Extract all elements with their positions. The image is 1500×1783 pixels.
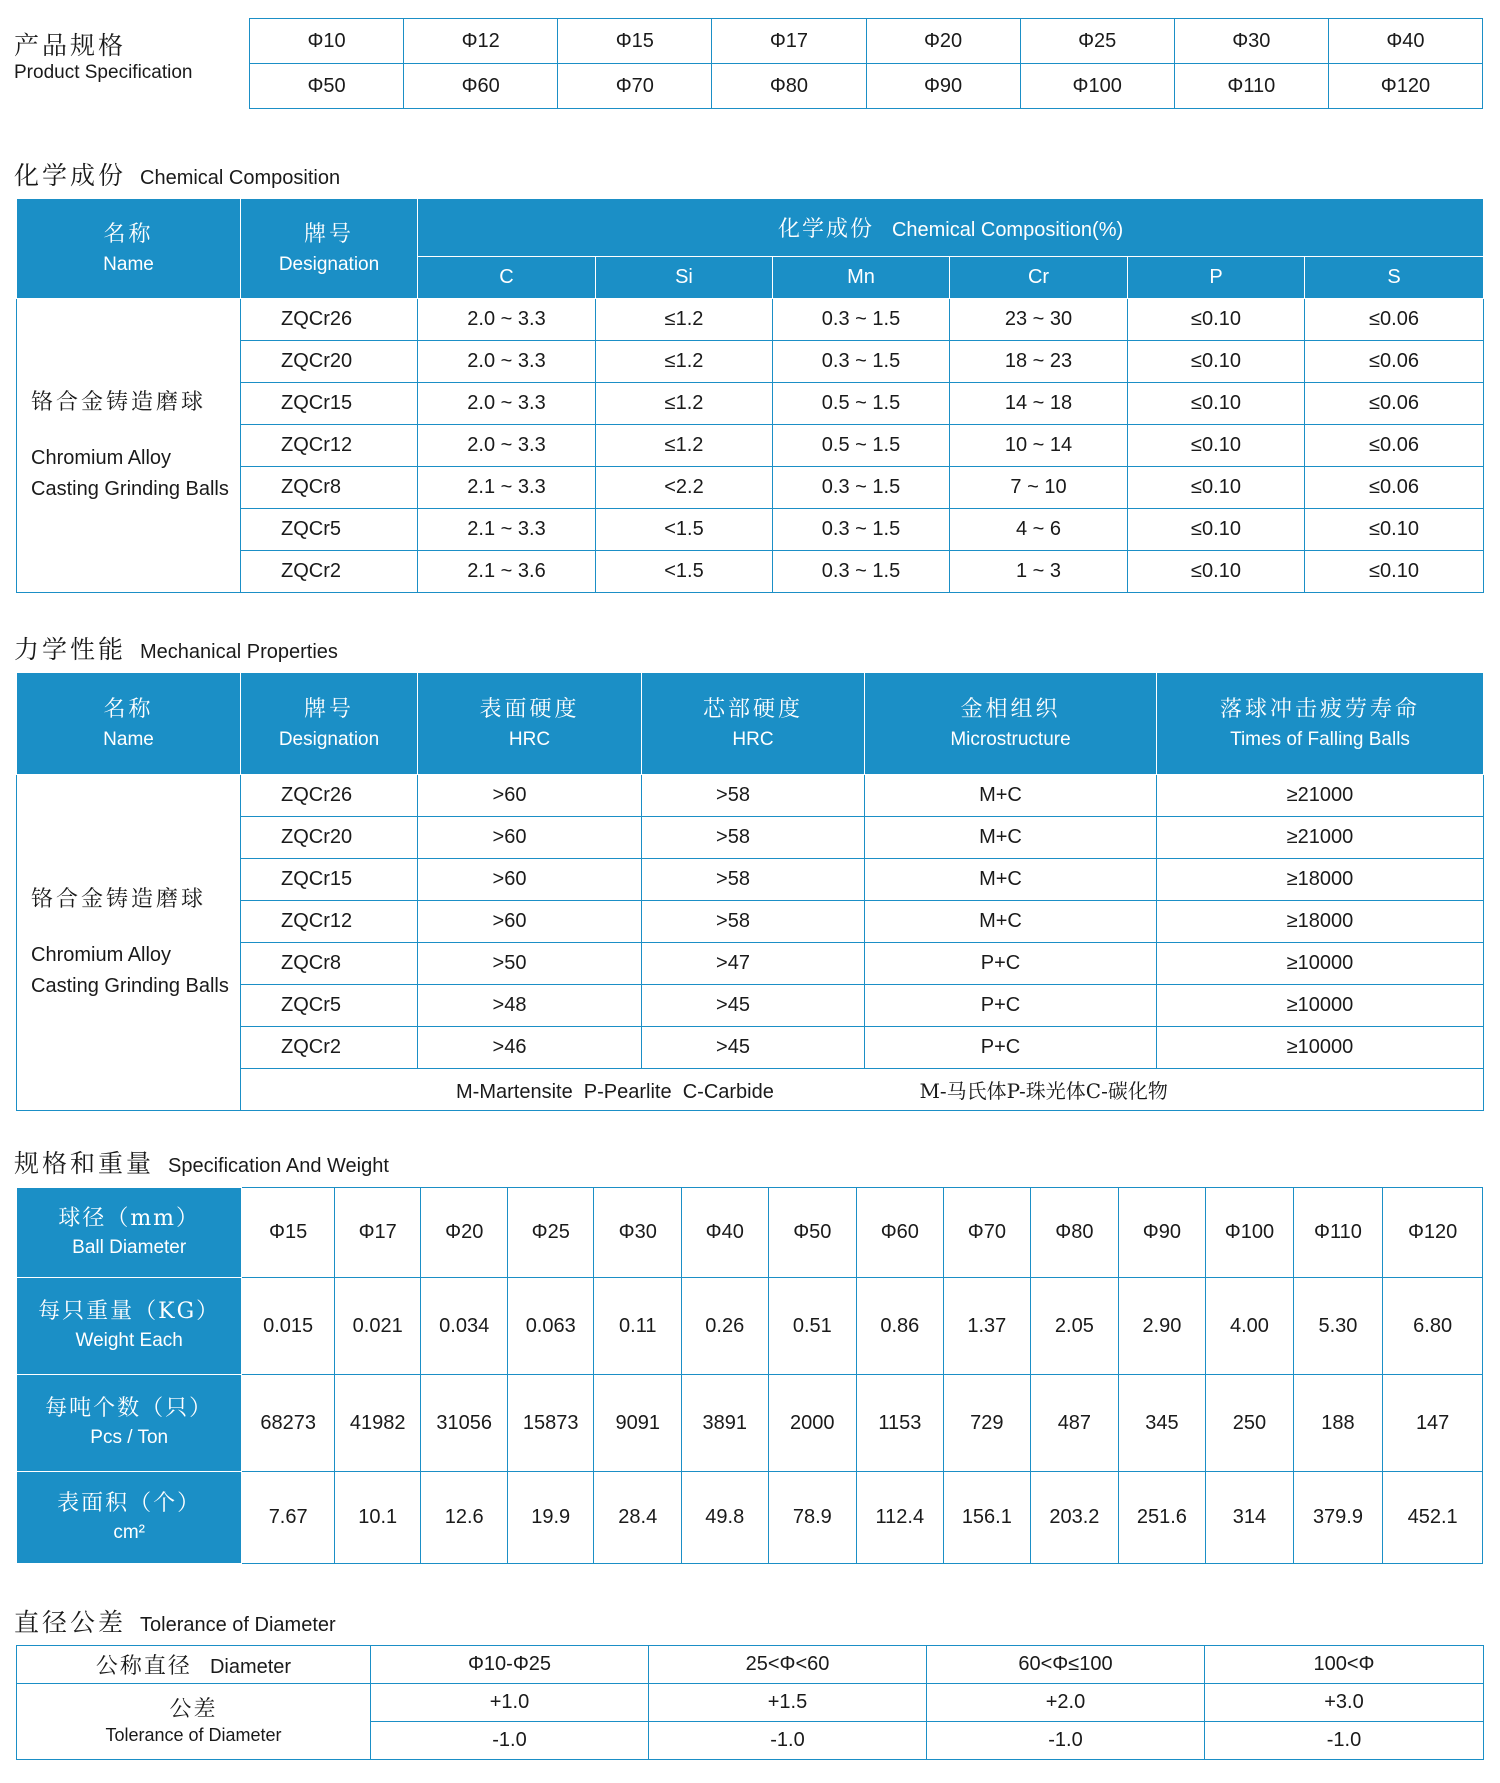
weight-cell: Φ120 (1383, 1188, 1483, 1278)
weight-table (16, 1187, 1483, 1564)
weight-cell: 49.8 (682, 1472, 769, 1564)
mech-table (16, 672, 1484, 1111)
weight-cell: 1.37 (943, 1278, 1031, 1375)
chem-cell: 1 ~ 3 (950, 551, 1128, 593)
weight-cell: Φ100 (1206, 1188, 1294, 1278)
spec-cell: Φ80 (712, 64, 866, 109)
mech-title (14, 630, 338, 666)
chem-cell: 2.1 ~ 3.3 (418, 467, 596, 509)
weight-cell: 0.034 (421, 1278, 508, 1375)
mech-cell: ≥10000 (1157, 985, 1484, 1027)
mech-cell: ≥18000 (1157, 901, 1484, 943)
chem-cell: ≤1.2 (596, 341, 773, 383)
chem-cell: ≤0.10 (1305, 551, 1484, 593)
weight-cell: 6.80 (1383, 1278, 1483, 1375)
weight-title-zh: 规格和重量 (14, 1149, 155, 1178)
spec-cell: Φ17 (712, 19, 866, 64)
spec-title-zh: 产品规格 (14, 31, 127, 60)
spec-cell: Φ30 (1174, 19, 1328, 64)
chem-cell: ZQCr2 (241, 551, 418, 593)
chem-cell: 0.5 ~ 1.5 (773, 425, 950, 467)
tol-title (14, 1603, 336, 1639)
weight-cell: 379.9 (1293, 1472, 1383, 1564)
chem-title (14, 156, 340, 192)
mech-legend (241, 1069, 1484, 1111)
mech-cell: >60 (418, 817, 642, 859)
mech-cell: P+C (865, 1027, 1157, 1069)
chem-cell: ≤0.10 (1128, 509, 1305, 551)
mech-cell: P+C (865, 943, 1157, 985)
chem-title-en: Chemical Composition (140, 167, 341, 189)
chem-cell: <2.2 (596, 467, 773, 509)
mech-cell: >60 (418, 859, 642, 901)
chem-cell: 0.5 ~ 1.5 (773, 383, 950, 425)
mech-cell: M+C (865, 859, 1157, 901)
weight-cell: 251.6 (1118, 1472, 1206, 1564)
tol-plus: +2.0 (927, 1684, 1205, 1722)
chem-cell: 2.1 ~ 3.6 (418, 551, 596, 593)
weight-cell: Φ50 (768, 1188, 857, 1278)
weight-cell: 2.90 (1118, 1278, 1206, 1375)
weight-cell: 487 (1031, 1375, 1119, 1472)
weight-title (14, 1144, 389, 1180)
chem-cell: <1.5 (596, 509, 773, 551)
weight-cell: 10.1 (334, 1472, 421, 1564)
chem-cell: 0.3 ~ 1.5 (773, 467, 950, 509)
chem-cell: ≤0.10 (1128, 341, 1305, 383)
chem-cell: ≤1.2 (596, 383, 773, 425)
chem-cell: 2.0 ~ 3.3 (418, 383, 596, 425)
tol-diameter-label: 公称直径 Diameter (17, 1646, 371, 1684)
weight-cell: 19.9 (507, 1472, 594, 1564)
chem-cell: 2.0 ~ 3.3 (418, 299, 596, 341)
spec-cell: Φ120 (1328, 64, 1482, 109)
mech-legend-en: M-Martensite P-Pearlite C-Carbide (456, 1081, 774, 1103)
mech-product-name: 铬合金铸造磨球 Chromium Alloy Casting Grinding Balls (17, 775, 241, 1111)
chem-title-zh: 化学成份 (14, 161, 127, 190)
chem-cell: 18 ~ 23 (950, 341, 1128, 383)
weight-cell: 2000 (768, 1375, 857, 1472)
chem-cell: ≤0.10 (1128, 467, 1305, 509)
chem-cell: 2.0 ~ 3.3 (418, 341, 596, 383)
mech-title-zh: 力学性能 (14, 635, 127, 664)
weight-cell: 0.021 (334, 1278, 421, 1375)
chem-header-element: C (418, 257, 596, 299)
weight-cell: Φ60 (857, 1188, 944, 1278)
chem-cell: ZQCr12 (241, 425, 418, 467)
chem-cell: 0.3 ~ 1.5 (773, 509, 950, 551)
mech-cell: ≥10000 (1157, 1027, 1484, 1069)
chem-cell: ZQCr15 (241, 383, 418, 425)
weight-row-label: 表面积（个） cm² (17, 1472, 242, 1564)
spec-cell: Φ110 (1174, 64, 1328, 109)
weight-row-label: 每吨个数（只） Pcs / Ton (17, 1375, 242, 1472)
weight-cell: 156.1 (943, 1472, 1031, 1564)
chem-cell: 7 ~ 10 (950, 467, 1128, 509)
mech-header-microstructure: 金相组织 Microstructure (865, 673, 1157, 775)
tol-minus: -1.0 (1205, 1722, 1484, 1760)
weight-title-en: Specification And Weight (168, 1155, 389, 1177)
spec-cell: Φ15 (558, 19, 712, 64)
mech-cell: >45 (642, 985, 865, 1027)
tol-minus: -1.0 (649, 1722, 927, 1760)
weight-cell: 0.51 (768, 1278, 857, 1375)
weight-cell: Φ20 (421, 1188, 508, 1278)
tol-range: 60<Φ≤100 (927, 1646, 1205, 1684)
weight-cell: 28.4 (594, 1472, 682, 1564)
weight-cell: 188 (1293, 1375, 1383, 1472)
chem-product-name: 铬合金铸造磨球 Chromium Alloy Casting Grinding Balls (17, 299, 241, 593)
mech-cell: >58 (642, 859, 865, 901)
chem-header-element: Si (596, 257, 773, 299)
weight-cell: Φ80 (1031, 1188, 1119, 1278)
mech-header-name: 名称 Name (17, 673, 241, 775)
weight-cell: Φ30 (594, 1188, 682, 1278)
weight-cell: 1153 (857, 1375, 944, 1472)
weight-cell: 7.67 (242, 1472, 335, 1564)
mech-cell: >47 (642, 943, 865, 985)
mech-cell: M+C (865, 901, 1157, 943)
spec-cell: Φ12 (404, 19, 558, 64)
chem-header-designation: 牌号 Designation (241, 199, 418, 299)
weight-cell: 203.2 (1031, 1472, 1119, 1564)
tol-minus: -1.0 (371, 1722, 649, 1760)
chem-cell: 10 ~ 14 (950, 425, 1128, 467)
mech-cell: >58 (642, 901, 865, 943)
weight-cell: 250 (1206, 1375, 1294, 1472)
tol-plus: +3.0 (1205, 1684, 1484, 1722)
mech-cell: >46 (418, 1027, 642, 1069)
mech-cell: >48 (418, 985, 642, 1027)
chem-cell: ≤0.06 (1305, 299, 1484, 341)
chem-cell: ≤0.10 (1128, 383, 1305, 425)
chem-cell: ≤0.06 (1305, 425, 1484, 467)
chem-cell: ZQCr26 (241, 299, 418, 341)
weight-cell: 31056 (421, 1375, 508, 1472)
weight-cell: Φ17 (334, 1188, 421, 1278)
mech-cell: ZQCr20 (241, 817, 418, 859)
mech-cell: ≥21000 (1157, 775, 1484, 817)
weight-cell: 0.015 (242, 1278, 335, 1375)
spec-cell: Φ25 (1020, 19, 1174, 64)
mech-cell: M+C (865, 817, 1157, 859)
mech-cell: ZQCr15 (241, 859, 418, 901)
weight-cell: 0.11 (594, 1278, 682, 1375)
mech-cell: >50 (418, 943, 642, 985)
mech-cell: P+C (865, 985, 1157, 1027)
weight-cell: 9091 (594, 1375, 682, 1472)
tol-range: Φ10-Φ25 (371, 1646, 649, 1684)
chem-cell: ZQCr5 (241, 509, 418, 551)
mech-header-designation: 牌号 Designation (241, 673, 418, 775)
mech-cell: ≥21000 (1157, 817, 1484, 859)
weight-cell: Φ110 (1293, 1188, 1383, 1278)
spec-cell: Φ10 (250, 19, 404, 64)
weight-cell: Φ25 (507, 1188, 594, 1278)
spec-cell: Φ20 (866, 19, 1020, 64)
spec-cell: Φ60 (404, 64, 558, 109)
chem-cell: ≤0.10 (1305, 509, 1484, 551)
weight-cell: Φ40 (682, 1188, 769, 1278)
tol-minus: -1.0 (927, 1722, 1205, 1760)
weight-cell: 3891 (682, 1375, 769, 1472)
chem-cell: ≤0.10 (1128, 551, 1305, 593)
weight-cell: 147 (1383, 1375, 1483, 1472)
weight-cell: 112.4 (857, 1472, 944, 1564)
tol-title-en: Tolerance of Diameter (140, 1614, 336, 1636)
mech-legend-zh: M-马氏体P-珠光体C-碳化物 (919, 1079, 1168, 1103)
tol-table (16, 1645, 1484, 1760)
mech-header-core-hardness: 芯部硬度 HRC (642, 673, 865, 775)
mech-cell: >45 (642, 1027, 865, 1069)
mech-cell: ZQCr26 (241, 775, 418, 817)
weight-cell: 12.6 (421, 1472, 508, 1564)
chem-cell: 14 ~ 18 (950, 383, 1128, 425)
mech-header-falling-balls: 落球冲击疲劳寿命 Times of Falling Balls (1157, 673, 1484, 775)
chem-cell: 0.3 ~ 1.5 (773, 551, 950, 593)
weight-cell: Φ90 (1118, 1188, 1206, 1278)
chem-cell: 2.1 ~ 3.3 (418, 509, 596, 551)
mech-cell: ZQCr12 (241, 901, 418, 943)
chem-cell: ≤0.06 (1305, 383, 1484, 425)
weight-cell: Φ70 (943, 1188, 1031, 1278)
chem-cell: ZQCr8 (241, 467, 418, 509)
spec-title-en: Product Specification (14, 62, 193, 84)
spec-cell: Φ100 (1020, 64, 1174, 109)
weight-cell: 2.05 (1031, 1278, 1119, 1375)
weight-cell: 729 (943, 1375, 1031, 1472)
chem-cell: 0.3 ~ 1.5 (773, 299, 950, 341)
chem-cell: ≤0.10 (1128, 425, 1305, 467)
spec-cell: Φ40 (1328, 19, 1482, 64)
chem-header-element: Cr (950, 257, 1128, 299)
mech-cell: ZQCr5 (241, 985, 418, 1027)
mech-header-surface-hardness: 表面硬度 HRC (418, 673, 642, 775)
spec-table (249, 18, 1483, 109)
spec-cell: Φ50 (250, 64, 404, 109)
chem-header-name: 名称 Name (17, 199, 241, 299)
mech-cell: >60 (418, 901, 642, 943)
weight-cell: 41982 (334, 1375, 421, 1472)
chem-table (16, 198, 1484, 593)
mech-cell: M+C (865, 775, 1157, 817)
weight-cell: 4.00 (1206, 1278, 1294, 1375)
spec-cell: Φ90 (866, 64, 1020, 109)
chem-cell: ≤0.06 (1305, 341, 1484, 383)
weight-cell: 314 (1206, 1472, 1294, 1564)
chem-header-element: S (1305, 257, 1484, 299)
mech-cell: >58 (642, 775, 865, 817)
mech-cell: >58 (642, 817, 865, 859)
weight-cell: 345 (1118, 1375, 1206, 1472)
chem-cell: ≤1.2 (596, 425, 773, 467)
mech-cell: ZQCr8 (241, 943, 418, 985)
tol-range: 100<Φ (1205, 1646, 1484, 1684)
tol-plus: +1.0 (371, 1684, 649, 1722)
chem-cell: ≤0.06 (1305, 467, 1484, 509)
chem-header-element: P (1128, 257, 1305, 299)
weight-row-label: 每只重量（KG） Weight Each (17, 1278, 242, 1375)
chem-cell: 4 ~ 6 (950, 509, 1128, 551)
weight-row-label: 球径（mm） Ball Diameter (17, 1188, 242, 1278)
tol-range: 25<Φ<60 (649, 1646, 927, 1684)
chem-header-element: Mn (773, 257, 950, 299)
chem-cell: ≤1.2 (596, 299, 773, 341)
weight-cell: 68273 (242, 1375, 335, 1472)
chem-cell: <1.5 (596, 551, 773, 593)
mech-cell: ≥10000 (1157, 943, 1484, 985)
chem-cell: ≤0.10 (1128, 299, 1305, 341)
tol-title-zh: 直径公差 (14, 1608, 127, 1637)
tol-plus: +1.5 (649, 1684, 927, 1722)
spec-title (14, 30, 193, 85)
mech-cell: ZQCr2 (241, 1027, 418, 1069)
weight-cell: 0.26 (682, 1278, 769, 1375)
weight-cell: 78.9 (768, 1472, 857, 1564)
chem-cell: 0.3 ~ 1.5 (773, 341, 950, 383)
mech-cell: >60 (418, 775, 642, 817)
weight-cell: 0.86 (857, 1278, 944, 1375)
weight-cell: 0.063 (507, 1278, 594, 1375)
chem-cell: 2.0 ~ 3.3 (418, 425, 596, 467)
weight-cell: Φ15 (242, 1188, 335, 1278)
mech-cell: ≥18000 (1157, 859, 1484, 901)
weight-cell: 15873 (507, 1375, 594, 1472)
mech-title-en: Mechanical Properties (140, 641, 338, 663)
weight-cell: 452.1 (1383, 1472, 1483, 1564)
tol-tolerance-label: 公差 Tolerance of Diameter (17, 1684, 371, 1760)
weight-cell: 5.30 (1293, 1278, 1383, 1375)
spec-cell: Φ70 (558, 64, 712, 109)
chem-cell: 23 ~ 30 (950, 299, 1128, 341)
chem-cell: ZQCr20 (241, 341, 418, 383)
chem-header-composition: 化学成份 Chemical Composition(%) (418, 199, 1484, 257)
